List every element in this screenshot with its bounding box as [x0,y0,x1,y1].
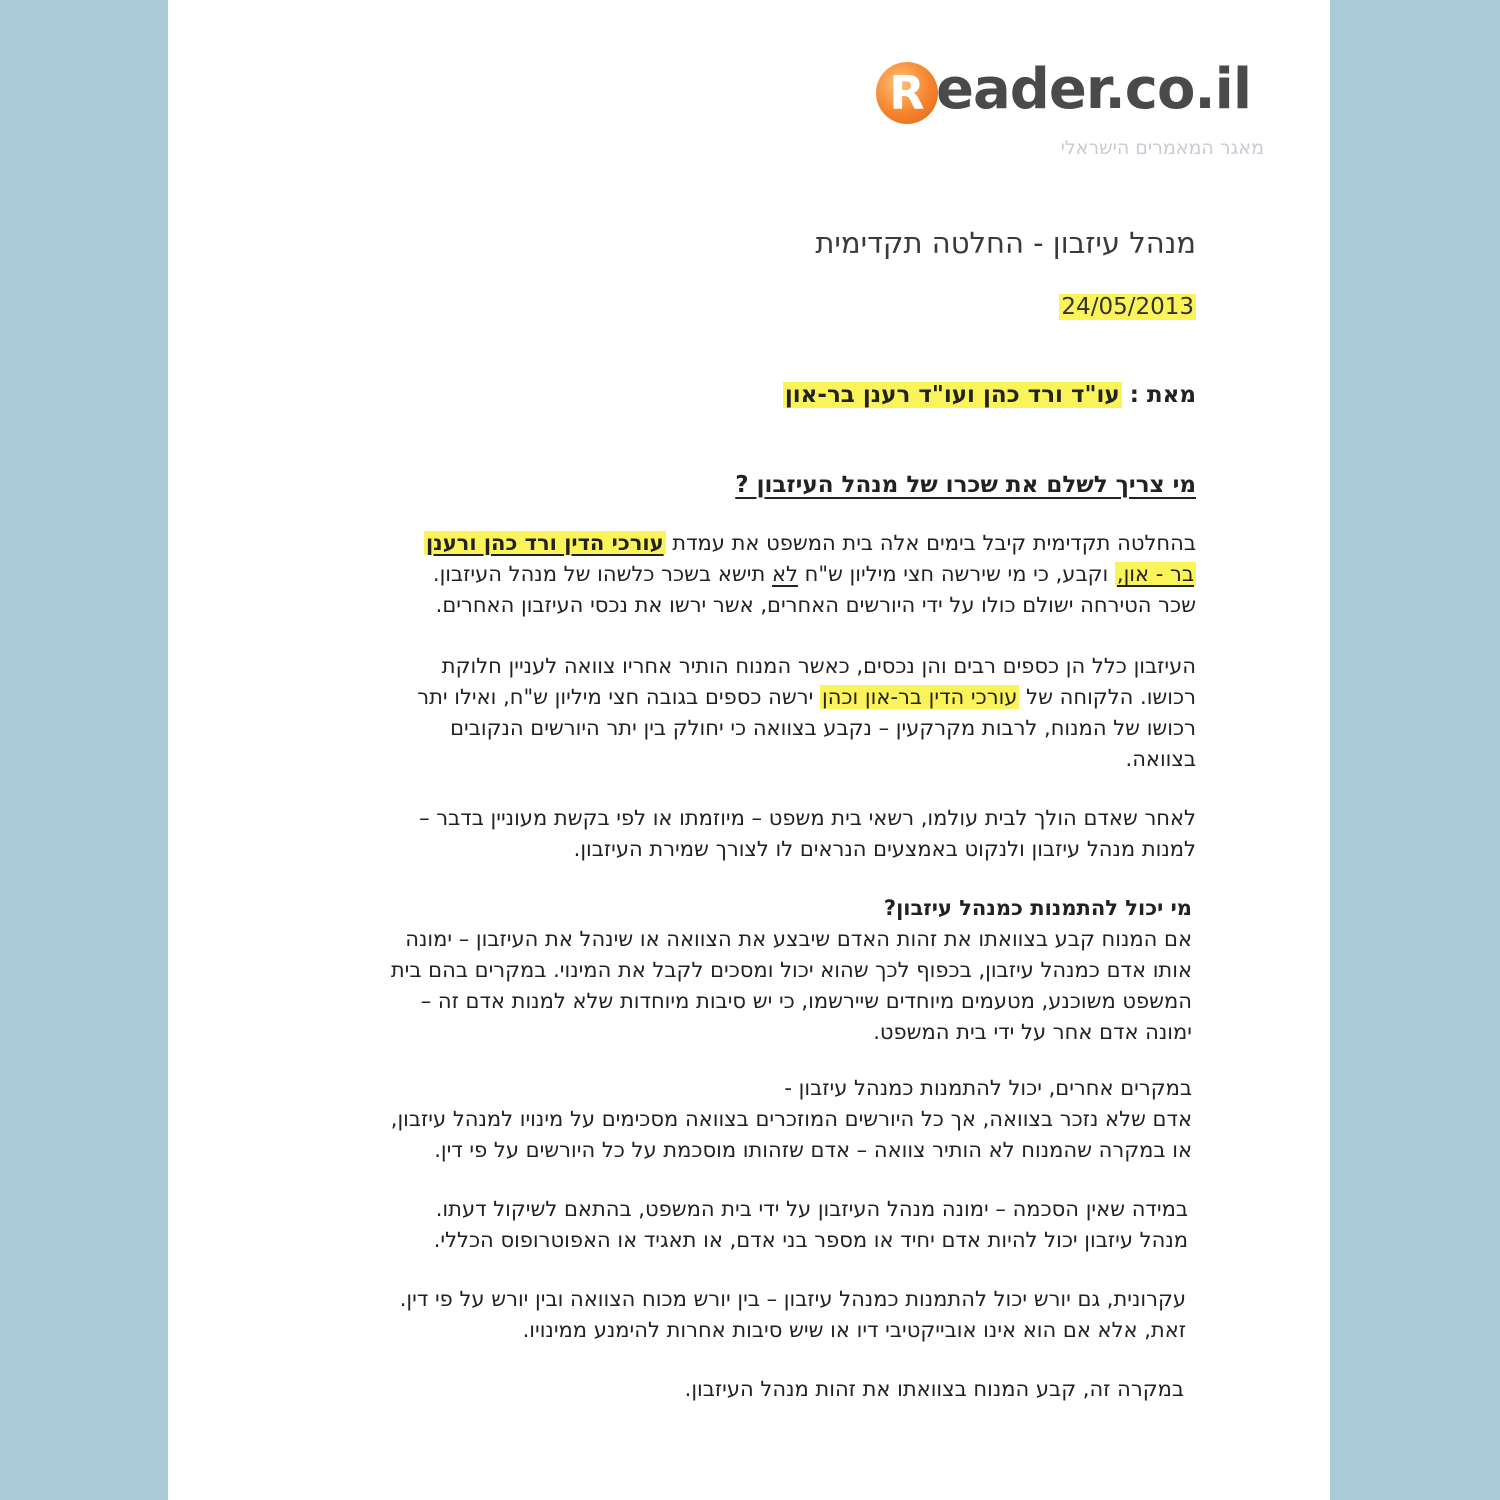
p2-line3: רכושו של המנוח, לרבות מקרקעין – נקבע בצוואה כי יחולק בין יתר היורשים הנקובים [450,716,1196,740]
p6-line2: מנהל עיזבון יכול להיות אדם יחיד או מספר בני אדם, או תאגיד או האפוטרופוס הכללי. [433,1228,1188,1252]
p1-line3: שכר הטירחה ישולם כולו על ידי היורשים האחרים, אשר ירשו את נכסי העיזבון האחרים. [435,593,1196,617]
p8-line1: במקרה זה, קבע המנוח בצוואתו את זהות מנהל העיזבון. [684,1377,1184,1401]
logo-text: eader.co.il [936,57,1252,122]
p4-line2: אותו אדם כמנהל עיזבון, בכפוף לכך שהוא יכול ומסכים לקבל את המינוי. במקרים בהם בית [390,958,1192,982]
p5-line2: אדם שלא נזכר בצוואה, אך כל היורשים המוזכרים בצוואה מסכימים על מינויו למנהל עיזבון, [390,1107,1192,1131]
logo-tagline: מאגר המאמרים הישראלי [1060,137,1264,159]
p2-line2 [417,682,1196,713]
reader-logo [876,58,1276,130]
p1-text: וקבע, כי מי שירשה חצי מיליון ש"ח [804,562,1109,586]
p5-line3: או במקרה שהמנוח לא הותיר צוואה – אדם שזהותו מוסכמת על כל היורשים על פי דין. [434,1138,1192,1162]
p2-text: ירשה כספים בגובה חצי מיליון ש"ח, ואילו יתר [417,685,814,709]
p4-line3: המשפט משוכנע, מטעמים מיוחדים שיירשמו, כי יש סיבות מיוחדות שלא למנות אדם זה – [420,989,1192,1013]
p1-underlined-not: לא [771,562,798,586]
logo-r-mark: R [876,62,938,124]
p1-highlight-baron: בר - און, [1116,562,1194,586]
author-line [783,382,1196,408]
p7-line1: עקרונית, גם יורש יכול להתמנות כמנהל עיזבון – בין יורש מכוח הצוואה ובין יורש על פי דין. [399,1287,1186,1311]
author-label: מאת : [1129,382,1196,408]
p1-text: בהחלטה תקדימית קיבל בימים אלה בית המשפט את עמדת [672,531,1196,555]
p7-line2: זאת, אלא אם הוא אינו אובייקטיבי דיו או שיש סיבות אחרות להימנע ממינויו. [522,1318,1186,1342]
document-date [1059,294,1196,320]
p2-line4: בצוואה. [1125,747,1196,771]
p3-line1: לאחר שאדם הולך לבית עולמו, רשאי בית משפט – מיוזמתו או לפי בקשת מעוניין בדבר – [419,806,1196,830]
document-title: מנהל עיזבון - החלטה תקדימית [815,226,1196,260]
p5-line1: במקרים אחרים, יכול להתמנות כמנהל עיזבון - [784,1076,1192,1100]
p1-line2 [433,559,1196,590]
heading-who-pays: מי צריך לשלם את שכרו של מנהל העיזבון ? [735,472,1196,498]
p4-line4: ימונה אדם אחר על ידי בית המשפט. [873,1020,1192,1044]
p1-text: תישא בשכר כלשהו של מנהל העיזבון. [432,562,766,586]
p1-highlight-lawyers: עורכי הדין ורד כהן ורענן [425,531,664,555]
p6-line1: במידה שאין הסכמה – ימונה מנהל העיזבון על ידי בית המשפט, בהתאם לשיקול דעתו. [435,1197,1188,1221]
p2-text: רכושו. הלקוחה של [1026,685,1196,709]
p2-line1: העיזבון כלל הן כספים רבים והן נכסים, כאשר המנוח הותיר אחריו צוואה לעניין חלוקת [441,654,1196,678]
document-page [168,0,1330,1500]
author-names: עו"ד ורד כהן ועו"ד רענן בר-און [784,382,1120,408]
p2-highlight-lawyers: עורכי הדין בר-און וכהן [821,685,1018,709]
p1-line1 [424,528,1196,559]
date-highlight: 24/05/2013 [1061,294,1194,320]
p4-line1: אם המנוח קבע בצוואתו את זהות האדם שיבצע את הצוואה או שינהל את העיזבון – ימונה [405,927,1192,951]
heading-who-can-be-appointed: מי יכול להתמנות כמנהל עיזבון? [883,896,1192,920]
p3-line2: למנות מנהל עיזבון ולנקוט באמצעים הנראים לו לצורך שמירת העיזבון. [573,837,1196,861]
